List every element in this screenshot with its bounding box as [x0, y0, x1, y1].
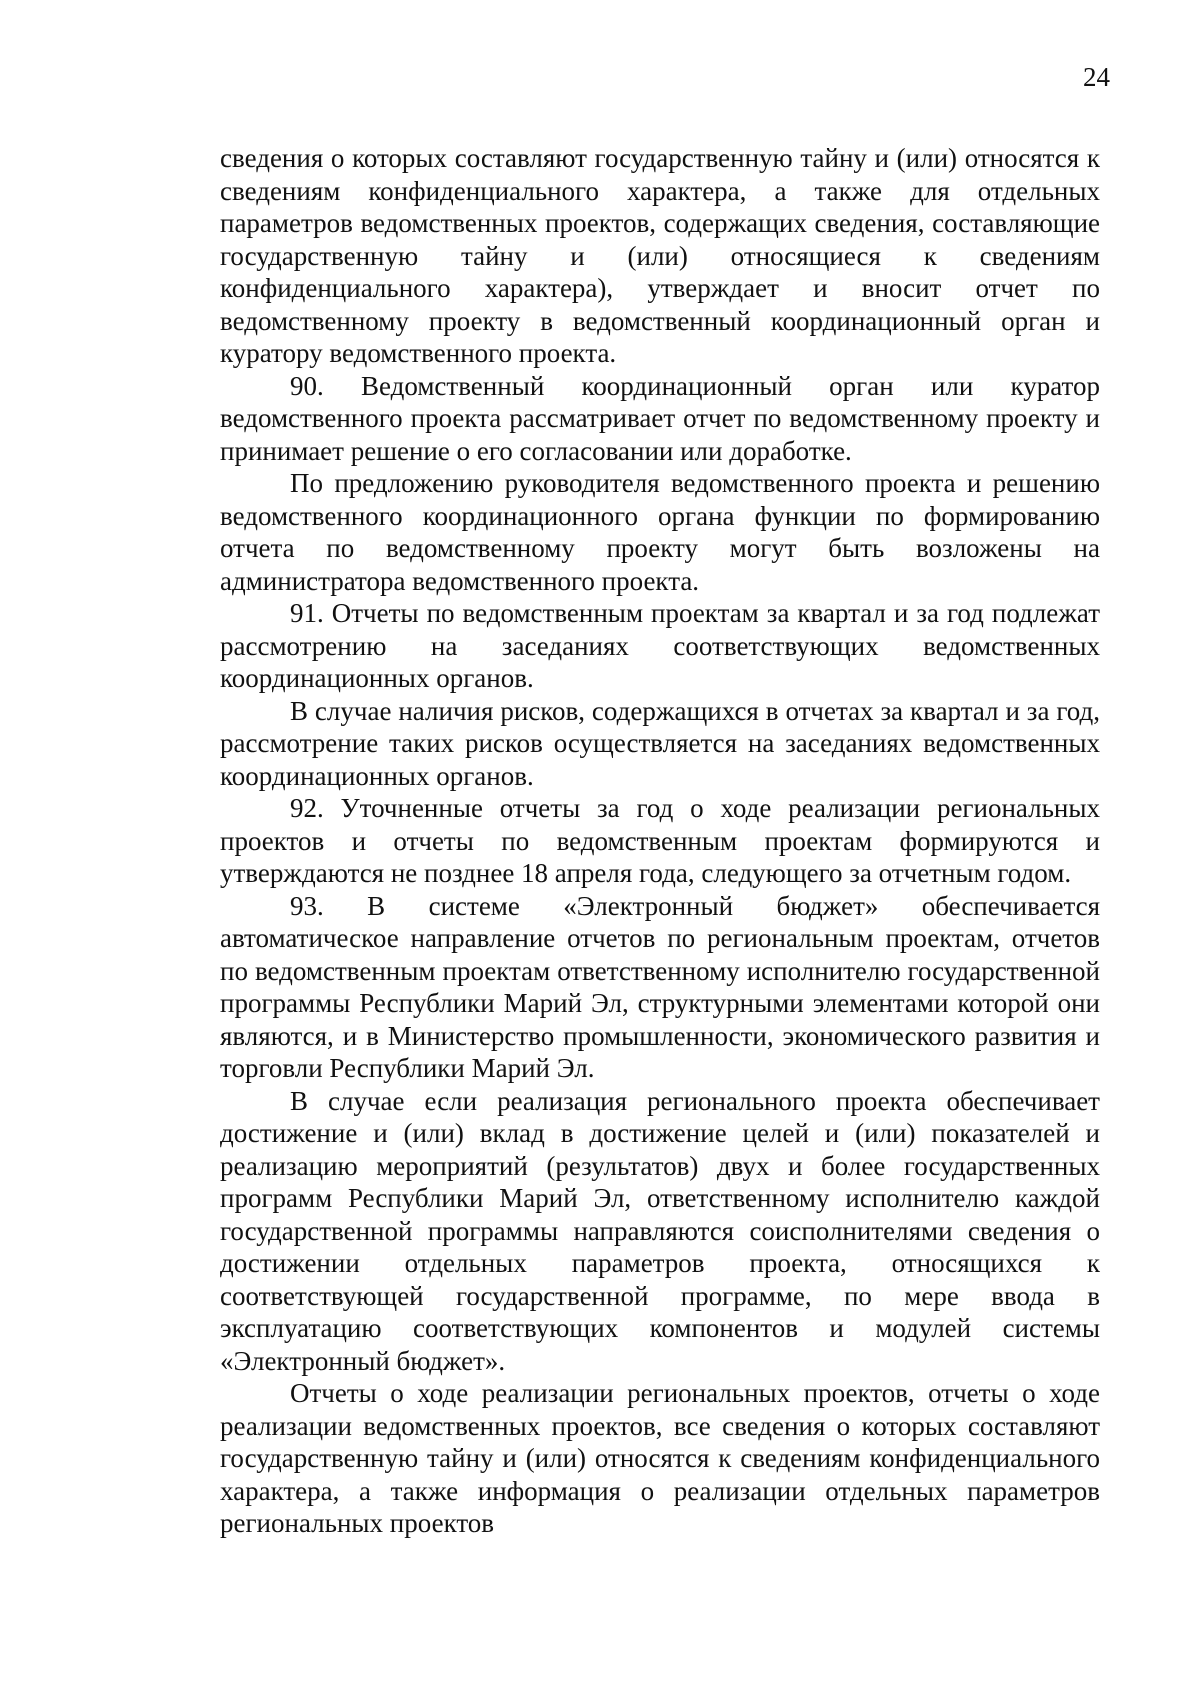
paragraph-continuation: сведения о которых составляют государственную тайну и (или) относятся к сведениям конфиденциального характера, а также для отдельных параметров ведомственных проектов, содержащих сведения, составляющие государственную тайну и (или) относящиеся к сведениям конфиденциального характера), утверждает и вносит отчет по ведомственному проекту в ведомственный координационный орган и куратору ведомственного проекта.	[220, 143, 1100, 368]
paragraph-92: 92. Уточненные отчеты за год о ходе реализации региональных проектов и отчеты по ведомственным проектам формируются и утверждаются не позднее 18 апреля года, следующего за отчетным годом.	[220, 793, 1100, 888]
paragraph-90-proposal: По предложению руководителя ведомственного проекта и решению ведомственного координационного органа функции по формированию отчета по ведомственному проекту могут быть возложены на администратора ведомственного проекта.	[220, 468, 1100, 596]
paragraph-93-reports: Отчеты о ходе реализации региональных проектов, отчеты о ходе реализации ведомственных проектов, все сведения о которых составляют государственную тайну и (или) относятся к сведениям конфиденциального характера, а также информация о реализации отдельных параметров региональных проектов	[220, 1378, 1100, 1538]
paragraph-93: 93. В системе «Электронный бюджет» обеспечивается автоматическое направление отчетов по региональным проектам, отчетов по ведомственным проектам ответственному исполнителю государственной программы Республики Марий Эл, структурными элементами которой они являются, и в Министерство промышленности, экономического развития и торговли Республики Марий Эл.	[220, 890, 1100, 1083]
document-body	[220, 142, 1100, 1540]
paragraph-93-multiple-programs: В случае если реализация регионального проекта обеспечивает достижение и (или) вклад в достижение целей и (или) показателей и реализацию мероприятий (результатов) двух и более государственных программ Республики Марий Эл, ответственному исполнителю каждой государственной программы направляются соисполнителями сведения о достижении отдельных параметров проекта, относящихся к соответствующей государственной программе, по мере ввода в эксплуатацию соответствующих компонентов и модулей системы «Электронный бюджет».	[220, 1085, 1100, 1376]
page-number: 24	[1083, 62, 1110, 92]
paragraph-91-risks: В случае наличия рисков, содержащихся в отчетах за квартал и за год, рассмотрение таких рисков осуществляется на заседаниях ведомственных координационных органов.	[220, 695, 1100, 791]
paragraph-91: 91. Отчеты по ведомственным проектам за квартал и за год подлежат рассмотрению на заседаниях соответствующих ведомственных координационных органов.	[220, 598, 1100, 693]
paragraph-90: 90. Ведомственный координационный орган или куратор ведомственного проекта рассматривает отчет по ведомственному проекту и принимает решение о его согласовании или доработке.	[220, 370, 1100, 466]
